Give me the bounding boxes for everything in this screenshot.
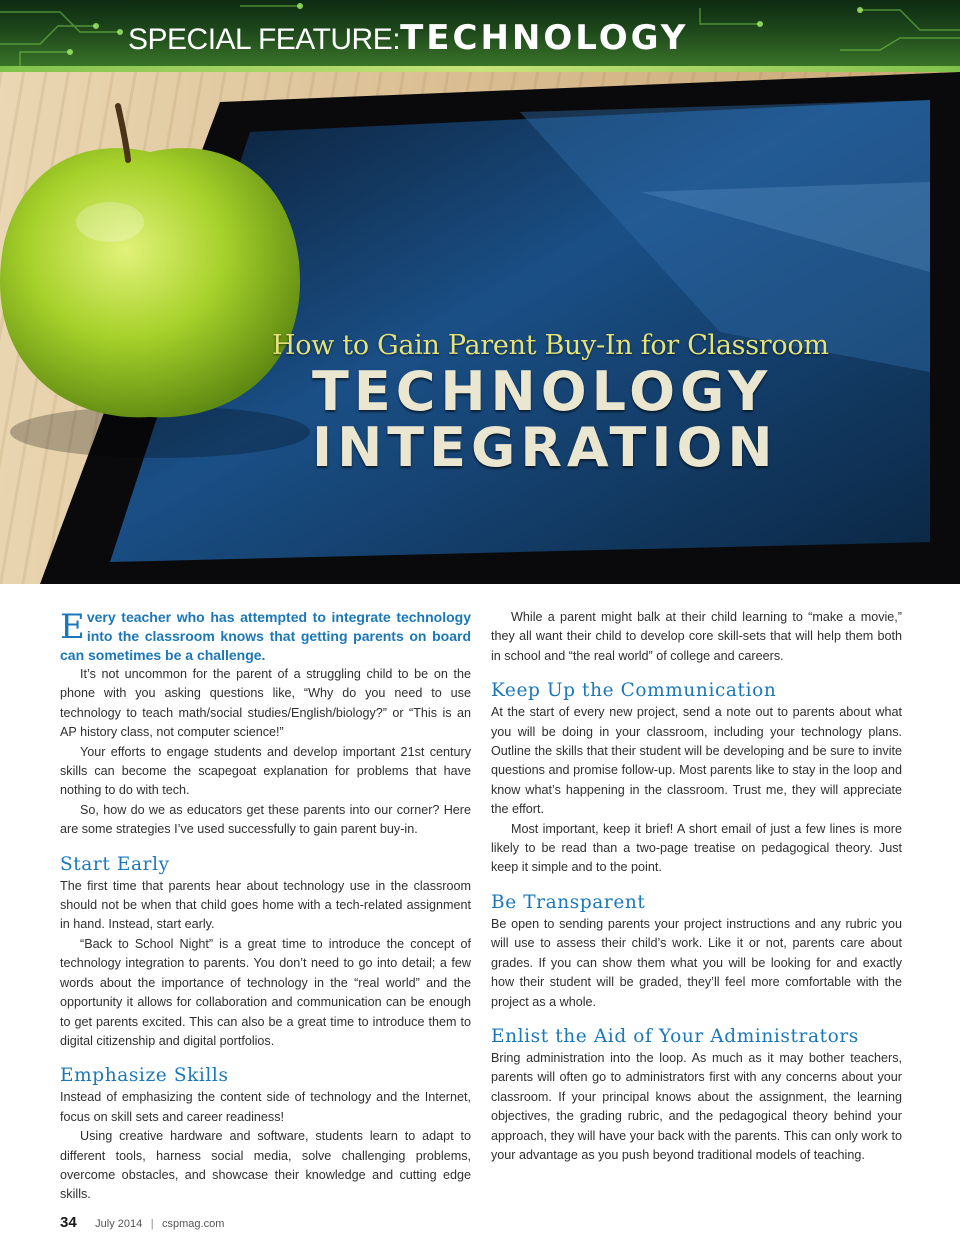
header-banner — [0, 0, 960, 72]
page-footer — [60, 1214, 224, 1232]
paragraph: “Back to School Night” is a great time to introduce the concept of technology integration to parents. You don’t need to go into detail; a few words about the importance of technology in the “real world” and the opportunity it allows for collaboration and communication can be enough to get parents excited. This can also be a great time to introduce them to digital citizenship and digital portfolios. — [60, 936, 471, 1048]
paragraph: Bring administration into the loop. As much as it may bother teachers, parents will often go to administrators first with any concerns about your classroom. If your principal knows about the assignment, the learning objectives, the grading rubric, and the pedagogical theory behind your approach, they will have your back with the parents. This can only work to your advantage as you push beyond traditional models of teaching. — [491, 1050, 902, 1162]
article-lead — [60, 608, 471, 665]
section-heading-emphasize-skills: Emphasize Skills — [60, 1065, 229, 1087]
hero-title: TECHNOLOGY INTEGRATION — [312, 360, 778, 479]
issue-date: July 2014 — [95, 1218, 143, 1230]
paragraph: Be open to sending parents your project instructions and any rubric you will use to assess their child’s work. Like it or not, parents care about grades. If you can show them what you will be looking for and exactly how their student will be graded, they’ll feel more comfortable with the project as a whole. — [491, 916, 902, 1009]
paragraph: Your efforts to engage students and develop important 21st century skills can become the scapegoat explanation for problems that have nothing to do with tech. — [60, 744, 471, 798]
hero-illustration — [0, 72, 960, 584]
section-heading-start-early: Start Early — [60, 853, 170, 875]
paragraph: While a parent might balk at their child learning to “make a movie,” they all want their child to develop core skill-sets that will help them both in school and “the real world” of college and careers. — [491, 610, 902, 663]
section-title-prefix: SPECIAL FEATURE: — [128, 23, 401, 56]
section-title-main: TECHNOLOGY — [400, 18, 689, 58]
paragraph: The first time that parents hear about technology use in the classroom should not be when that child goes home with a tech-related assignment in hand. Instead, start early. — [60, 878, 471, 932]
site-url: cspmag.com — [162, 1218, 225, 1230]
page-number: 34 — [60, 1214, 77, 1231]
section-heading-administrators: Enlist the Aid of Your Administrators — [491, 1025, 859, 1047]
paragraph: At the start of every new project, send a note out to parents about what you will be doing in your classroom, including your technology plans. Outline the skills that their student will be developing and be sure to invite questions and promise follow-up. Most parents like to stay in the loop and know what’s happening in the classroom. Trust me, they will appreciate the effort. — [491, 705, 902, 817]
section-heading-transparent: Be Transparent — [491, 891, 646, 913]
section-heading-communication: Keep Up the Communication — [491, 680, 777, 702]
hero-subtitle: How to Gain Parent Buy-In for Classroom — [272, 330, 829, 361]
paragraph: Instead of emphasizing the content side of technology and the Internet, focus on skill sets and career readiness! — [60, 1090, 471, 1124]
section-title — [128, 18, 688, 58]
footer-separator: | — [150, 1218, 154, 1230]
article-left-column — [60, 608, 471, 1205]
paragraph: It’s not uncommon for the parent of a struggling child to be on the phone with you asking questions like, “Why do you need to use technology to teach math/social studies/English/biology?” or “This is an AP history class, not computer science!” — [60, 667, 471, 740]
paragraph: Using creative hardware and software, students learn to adapt to different tools, harness social media, solve challenging problems, overcome obstacles, and showcase their knowledge and cutting edge skills. — [60, 1129, 471, 1202]
paragraph: Most important, keep it brief! A short email of just a few lines is more likely to be read than a two-page treatise on pedagogical theory. Just keep it simple and to the point. — [491, 821, 902, 875]
paragraph: So, how do we as educators get these parents into our corner? Here are some strategies I’ve used successfully to gain parent buy-in. — [60, 802, 471, 837]
article-lead-text: very teacher who has attempted to integrate technology into the classroom knows that getting parents on board can sometimes be a challenge. — [60, 609, 471, 663]
hero-image — [0, 72, 960, 584]
drop-cap: E — [60, 607, 85, 647]
article-right-column — [491, 608, 902, 1165]
